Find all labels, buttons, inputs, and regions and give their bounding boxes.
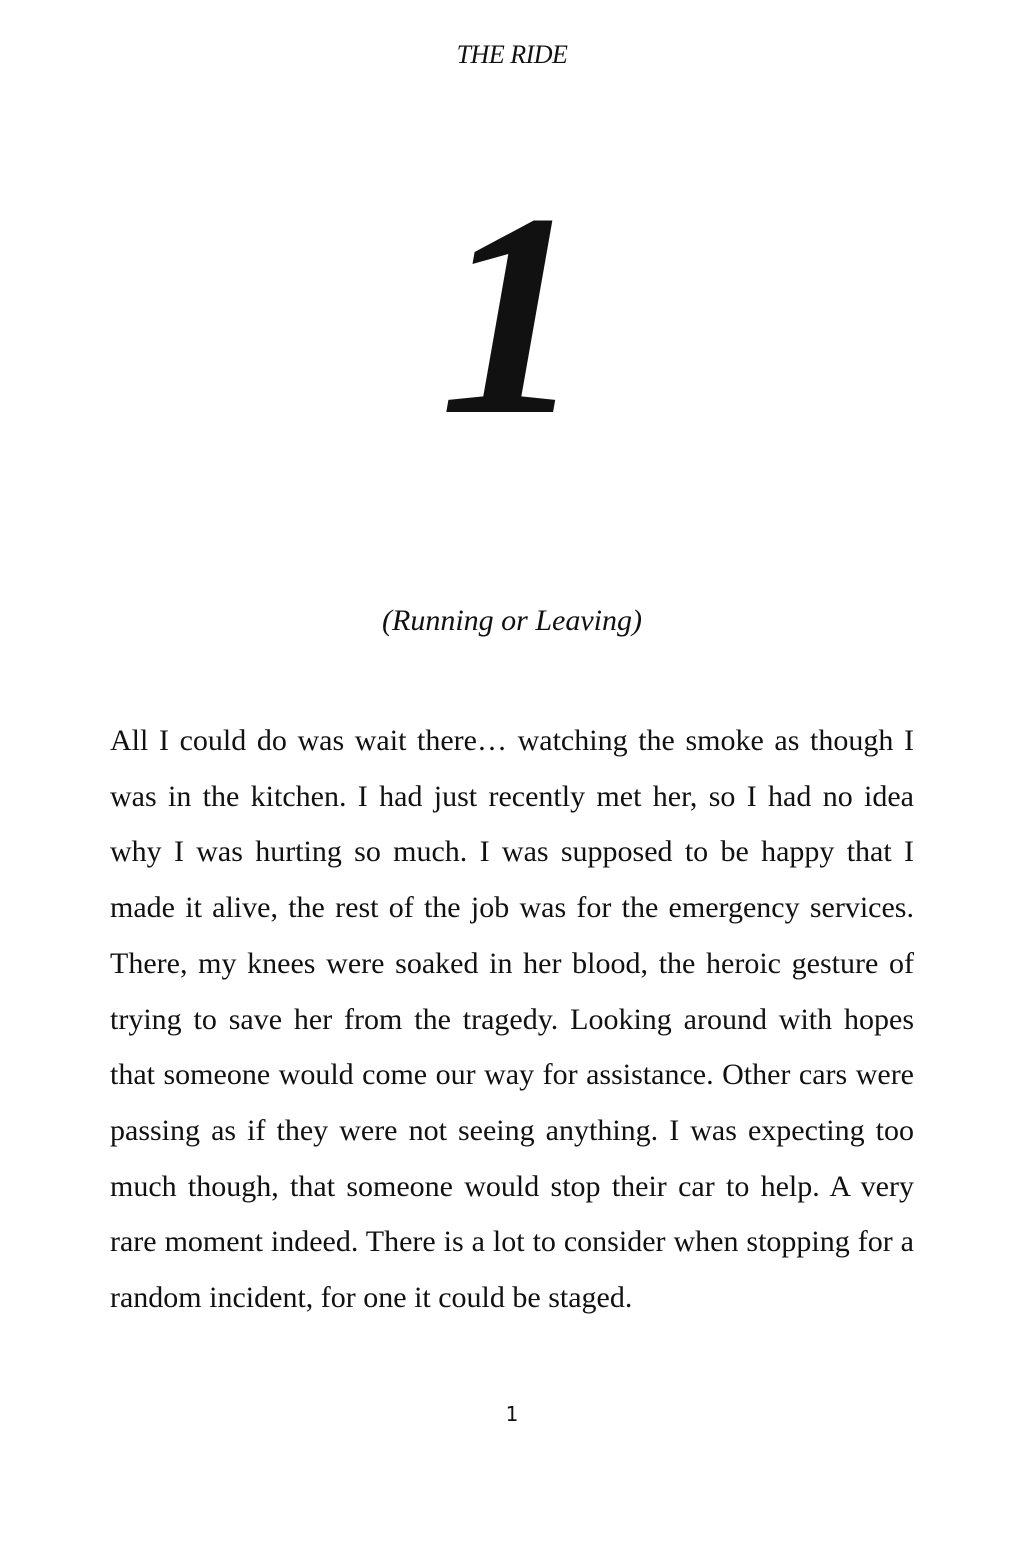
- running-header-title: THE RIDE: [456, 40, 568, 69]
- page-number: 1: [505, 1402, 519, 1426]
- body-paragraph: All I could do was wait there… watching the smoke as though I was in the kitchen. I had just recently met her, so I had no idea why I was hurting so much. I was supposed to be happy that I made it alive, the rest of the job was for the emergency services. There, my knees were soaked in her blood, the heroic gesture of trying to save her from the tragedy. Looking around with hopes that someone would come our way for assistance. Other cars were passing as if they were not seeing anything. I was expecting too much though, that someone would stop their car to help. A very rare moment indeed. There is a lot to consider when stopping for a random incident, for one it could be staged.: [110, 724, 914, 1315]
- chapter-subtitle: (Running or Leaving): [382, 604, 642, 637]
- chapter-number: 1: [439, 154, 585, 475]
